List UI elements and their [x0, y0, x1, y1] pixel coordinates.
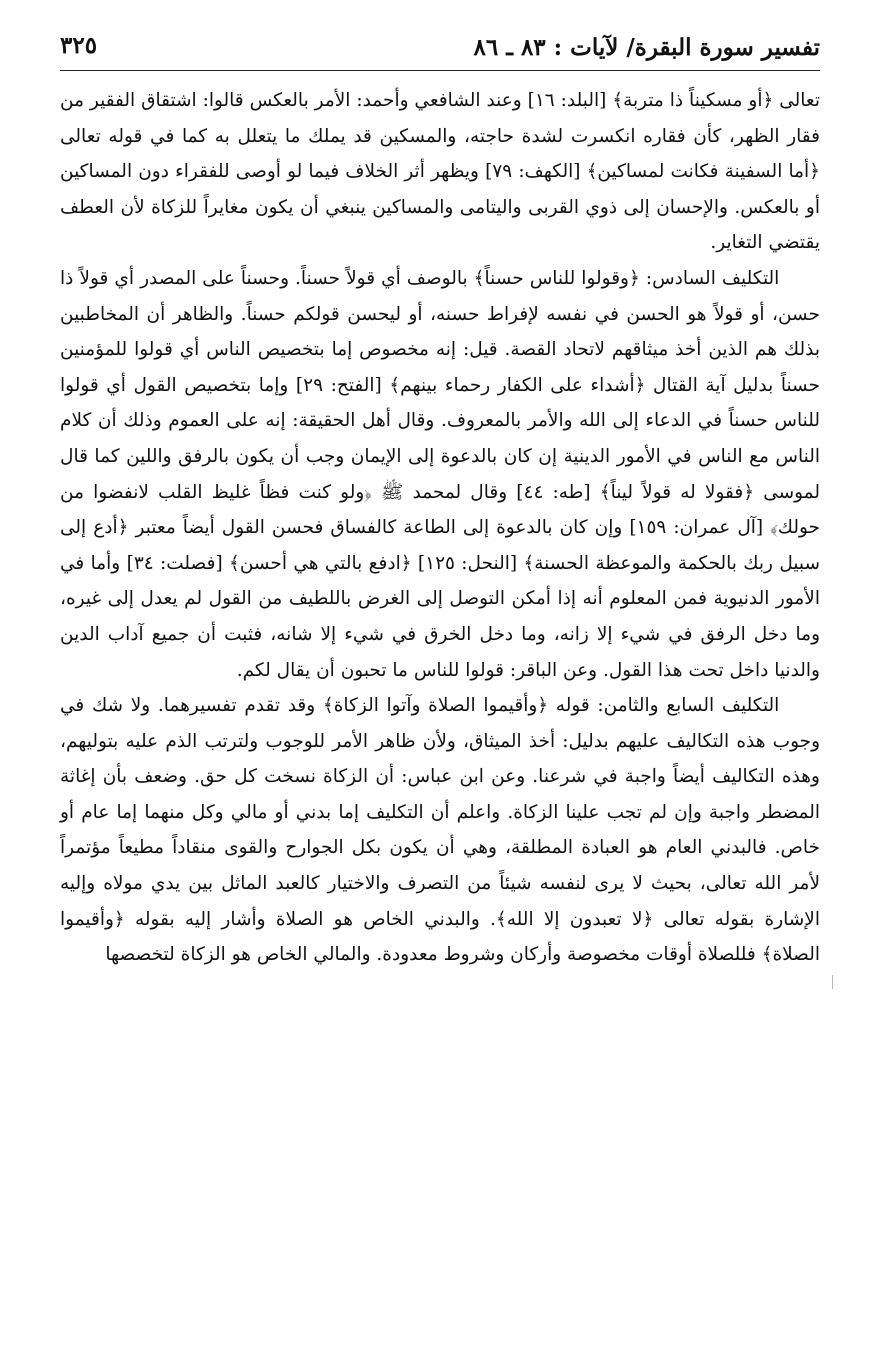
- running-header: [60, 30, 820, 71]
- paragraph-1: تعالى ﴿أو مسكيناً ذا متربة﴾ [البلد: ١٦] وعند الشافعي وأحمد: الأمر بالعكس قالوا: اشتقاق الفقير من فقار الظهر، كأن فقاره انكسرت لشدة حاجته، والمسكين قد يملك ما يتعلل به كما في قوله تعالى ﴿أما السفينة فكانت لمساكين﴾ [الكهف: ٧٩] ويظهر أثر الخلاف فيما لو أوصى للفقراء دون المساكين أو بالعكس. والإحسان إلى ذوي القربى واليتامى والمساكين ينبغي أن يكون مغايراً للزكاة لأن العطف يقتضي التغاير.: [60, 90, 821, 254]
- paragraph-2: التكليف السادس: ﴿وقولوا للناس حسناً﴾ بالوصف أي قولاً حسناً. وحسناً على المصدر أي قولاً ذا حسن، أو قولاً هو الحسن في نفسه لإفراط حسنه، أو ليحسن قولكم حسناً. والظاهر أن المخاطبين بذلك هم الذين أخذ ميثاقهم لاتحاد القصة. قيل: إنه مخصوص إما بتخصيص الناس أي قولوا للمؤمنين حسناً بدليل آية القتال ﴿أشداء على الكفار رحماء بينهم﴾ [الفتح: ٢٩] وإما بتخصيص القول أي قولوا للناس حسناً في الدعاء إلى الله والأمر بالمعروف. وقال أهل الحقيقة: إنه على العموم وذلك أن كلام الناس مع الناس في الأمور الدينية إن كان بالدعوة إلى الإيمان وجب أن يكون بالرفق واللين كما قال لموسى ﴿فقولا له قولاً ليناً﴾ [طه: ٤٤] وقال لمحمد ﷺ ﴿ولو كنت فظاً غليظ القلب لانفضوا من حولك﴾ [آل عمران: ١٥٩] وإن كان بالدعوة إلى الطاعة كالفساق فحسن القول أيضاً معتبر ﴿أدع إلى سبيل ربك بالحكمة والموعظة الحسنة﴾ [النحل: ١٢٥] ﴿ادفع بالتي هي أحسن﴾ [فصلت: ٣٤] وأما في الأمور الدنيوية فمن المعلوم أنه إذا أمكن التوصل إلى الغرض باللطيف من القول لم يعدل إلى غيره، وما دخل الرفق في شيء إلا زانه، وما دخل الخرق في شيء إلا شانه، فثبت أن جميع آداب الدين والدنيا داخل تحت هذا القول. وعن الباقر: قولوا للناس ما تحبون أن يقال لكم.: [60, 267, 821, 681]
- book-page: [60, 30, 820, 1230]
- running-title: تفسير سورة البقرة/ لآيات : ٨٣ ـ ٨٦: [473, 34, 820, 61]
- commentary-text: [60, 83, 820, 973]
- page-number: ٣٢٥: [60, 32, 98, 59]
- margin-scan-mark: [832, 975, 833, 989]
- paragraph-3: التكليف السابع والثامن: قوله ﴿وأقيموا الصلاة وآتوا الزكاة﴾ وقد تقدم تفسيرهما. ولا شك في وجوب هذه التكاليف عليهم بدليل: أخذ الميثاق، ولأن ظاهر الأمر للوجوب ولترتب الذم عليه بتوليهم، وهذه التكاليف أيضاً واجبة في شرعنا. وعن ابن عباس: أن الزكاة نسخت كل حق. وضعف بأن إغاثة المضطر واجبة وإن لم تجب علينا الزكاة. واعلم أن التكليف إما بدني أو مالي وكل منهما إما عام أو خاص. فالبدني العام هو العبادة المطلقة، وهي أن يكون بكل الجوارح والقوى منقاداً مطيعاً مؤتمراً لأمر الله تعالى، بحيث لا يرى لنفسه شيئاً من التصرف والاختيار كالعبد الماثل بين يدي مولاه وإليه الإشارة بقوله تعالى ﴿لا تعبدون إلا الله﴾. والبدني الخاص هو الصلاة وأشار إليه بقوله ﴿وأقيموا الصلاة﴾ فللصلاة أوقات مخصوصة وأركان وشروط معدودة. والمالي الخاص هو الزكاة لتخصصها: [60, 695, 820, 966]
